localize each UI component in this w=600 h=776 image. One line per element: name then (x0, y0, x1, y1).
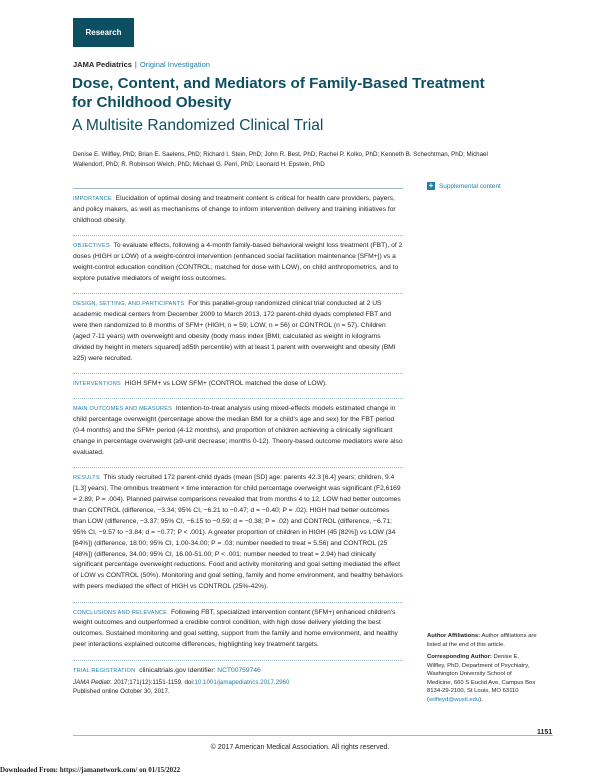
abstract-text: For this parallel-group randomized clinical trial conducted at 2 US academic medical centers from December 2009 to March 2013, 172 parent-child dyads completed FBT and were then randomized to 8 months of SFM+ (HIGH, n = 59; LOW, n = 56) or CONTROL (n = 57). Children (aged 7-11 years) with overweight and obesity (body mass index [BMI; calculated as weight in kilograms divided by height in meters squared] ≥85th percentile) with at least 1 parent with overweight and obesity (BMI ≥25) were recruited. (73, 300, 396, 362)
email-link[interactable]: wilfleyd@wustl.edu (428, 696, 480, 703)
abstract-text: This study recruited 172 parent-child dyads (mean [SD] age: parents 42.3 [6.4] years; children, 9.4 [1.3] years). The omnibus treatment × time interaction for child percentage overweight was significant (F2,6169 = 2.89; P = .004). Planned pairwise comparisons revealed that from months 4 to 12, LOW had better outcomes than CONTROL (difference, −3.34; 95% CI, −6.21 to −0.47; d = −0.40; P = .02). HIGH had better outcomes than LOW (difference, −3.37; 95% CI, −6.15 to −0.59; d = −0.38; P = .02) and CONTROL (difference, −6.71; 95% CI, −9.57 to −3.84; d = −0.77; P < .001). A greater proportion of children in HIGH (45 [82%]) vs LOW (34 [64%]) (difference, 18.00; 95% CI, 1.00-34.00; P = .03; number needed to treat = 5.56) and CONTROL (25 [48%]) (difference, 34.00; 95% CI, 16.00-51.00; P < .001; number needed to treat = 2.94) had clinically significant percentage overweight reductions. Food and activity monitoring and goal setting mediated the effect of LOW vs CONTROL (50%). Monitoring and goal setting, family and home environment, and healthy behaviors with peers mediated the effect of HIGH vs CONTROL (25%-42%). (73, 474, 403, 591)
author-info-sidebar (427, 632, 537, 704)
abstract-text: clinicaltrials.gov Identifier: (139, 666, 216, 674)
abstract-main-outcomes (73, 398, 403, 459)
article-subtitle: A Multisite Randomized Clinical Trial (72, 117, 324, 134)
doi-link[interactable]: 10.1001/jamapediatrics.2017.2960 (194, 679, 290, 687)
abstract-interventions (73, 373, 403, 390)
copyright: © 2017 American Medical Association. All rights reserved. (210, 744, 390, 751)
supplemental-label[interactable]: Supplemental content (439, 182, 501, 190)
section-tab: Research (73, 18, 134, 47)
abstract-heading: IMPORTANCE (73, 196, 112, 202)
affiliations-text: Author affiliations are listed at the end of this article. (427, 633, 537, 648)
page-number: 1151 (537, 729, 553, 736)
corresponding-label: Corresponding Author: (427, 654, 492, 660)
journal-separator: | (134, 60, 137, 69)
published-date: Published online October 30, 2017. (73, 688, 170, 696)
citation-journal: JAMA Pediatr. (73, 679, 113, 687)
abstract-trial-registration (73, 660, 403, 677)
corresponding-author (427, 653, 537, 704)
corresponding-close: ). (479, 696, 483, 703)
citation-ref: 2017;171(12):1151-1159. doi: (113, 679, 195, 687)
abstract-importance (73, 188, 403, 227)
abstract-heading: CONCLUSIONS AND RELEVANCE (73, 609, 168, 616)
abstract-text: Following FBT, specialized intervention content (SFM+) enhanced children's weight outcomes and outperformed a credible control condition, with high dose delivery yielding the best outcomes. Sustained monitoring and goal setting, support from the family and home environment, and healthy peer interactions explained outcome differences, highlighting key treatment targets. (73, 608, 398, 649)
author-affiliations (427, 632, 537, 649)
abstract-results (73, 467, 403, 593)
trial-id-link[interactable]: NCT00759746 (217, 666, 261, 674)
abstract-heading: MAIN OUTCOMES AND MEASURES (73, 406, 173, 413)
abstract-heading: DESIGN, SETTING, AND PARTICIPANTS (73, 301, 185, 308)
article-type: Original Investigation (139, 60, 210, 69)
corresponding-text: Denise E. Wilfley, PhD, Department of Psychiatry, Washington University School of Medicine, 660 S Euclid Ave, Campus Box 8134-29-2100, St Louis, MO 63110 ( (427, 654, 536, 703)
abstract-objectives (73, 235, 403, 285)
abstract-text: HIGH SFM+ vs LOW SFM+ (CONTROL matched the dose of LOW). (124, 379, 328, 387)
abstract-heading: INTERVENTIONS (73, 380, 121, 387)
abstract-text: To evaluate effects, following a 4-month family-based behavioral weight loss treatment (FBT), of 2 doses (HIGH or LOW) of a weight-control intervention (enhanced social facilitation maintenance [SFM+]) vs a weight-control education condition (CONTROL; matched for dose with LOW), on child anthropometrics, and to explore putative mediators of weight loss outcomes. (73, 242, 403, 282)
footer-divider (73, 735, 553, 736)
journal-name: JAMA Pediatrics (73, 60, 132, 69)
download-stamp: Downloaded From: https://jamanetwork.com/ on 01/15/2022 (0, 766, 181, 774)
article-title: Dose, Content, and Mediators of Family-Based Treatment for Childhood Obesity (72, 75, 485, 111)
abstract (73, 188, 403, 696)
abstract-conclusions (73, 602, 403, 652)
affiliations-label: Author Affiliations: (427, 633, 481, 639)
abstract-design (73, 293, 403, 364)
abstract-heading: TRIAL REGISTRATION (73, 667, 136, 674)
plus-icon: + (428, 181, 434, 190)
abstract-text: Intention-to-treat analysis using mixed-effects models estimated change in child percentage overweight (percentage above the median BMI for a child's age and sex) for the FBT period (0-4 months) and the SFM+ period (4-12 months), and proportion of children achieving a clinically significant change in percentage overweight (≥9-unit decrease; months 0-12). Theory-based outcome mediators were also evaluated. (73, 405, 403, 456)
author-list: Denise E. Wilfley, PhD; Brian E. Saelens, PhD; Richard I. Stein, PhD; John R. Best, PhD; Rachel P. Kolko, PhD; Kenneth B. Schechtman, PhD; Michael Wallendorf, PhD; R. Robinson Welch, PhD; Michael G. Perri, PhD; Leonard H. Epstein, PhD (73, 151, 488, 168)
abstract-heading: RESULTS (73, 475, 100, 482)
supplemental-content-link[interactable] (427, 182, 501, 190)
abstract-heading: OBJECTIVES (73, 243, 110, 250)
abstract-text: Elucidation of optimal dosing and treatment content is critical for health care providers, payers, and policy makers, as well as mechanisms of change to inform intervention delivery and training initiatives for childhood obesity. (73, 195, 396, 224)
journal-header (73, 60, 210, 69)
citation (73, 678, 403, 696)
